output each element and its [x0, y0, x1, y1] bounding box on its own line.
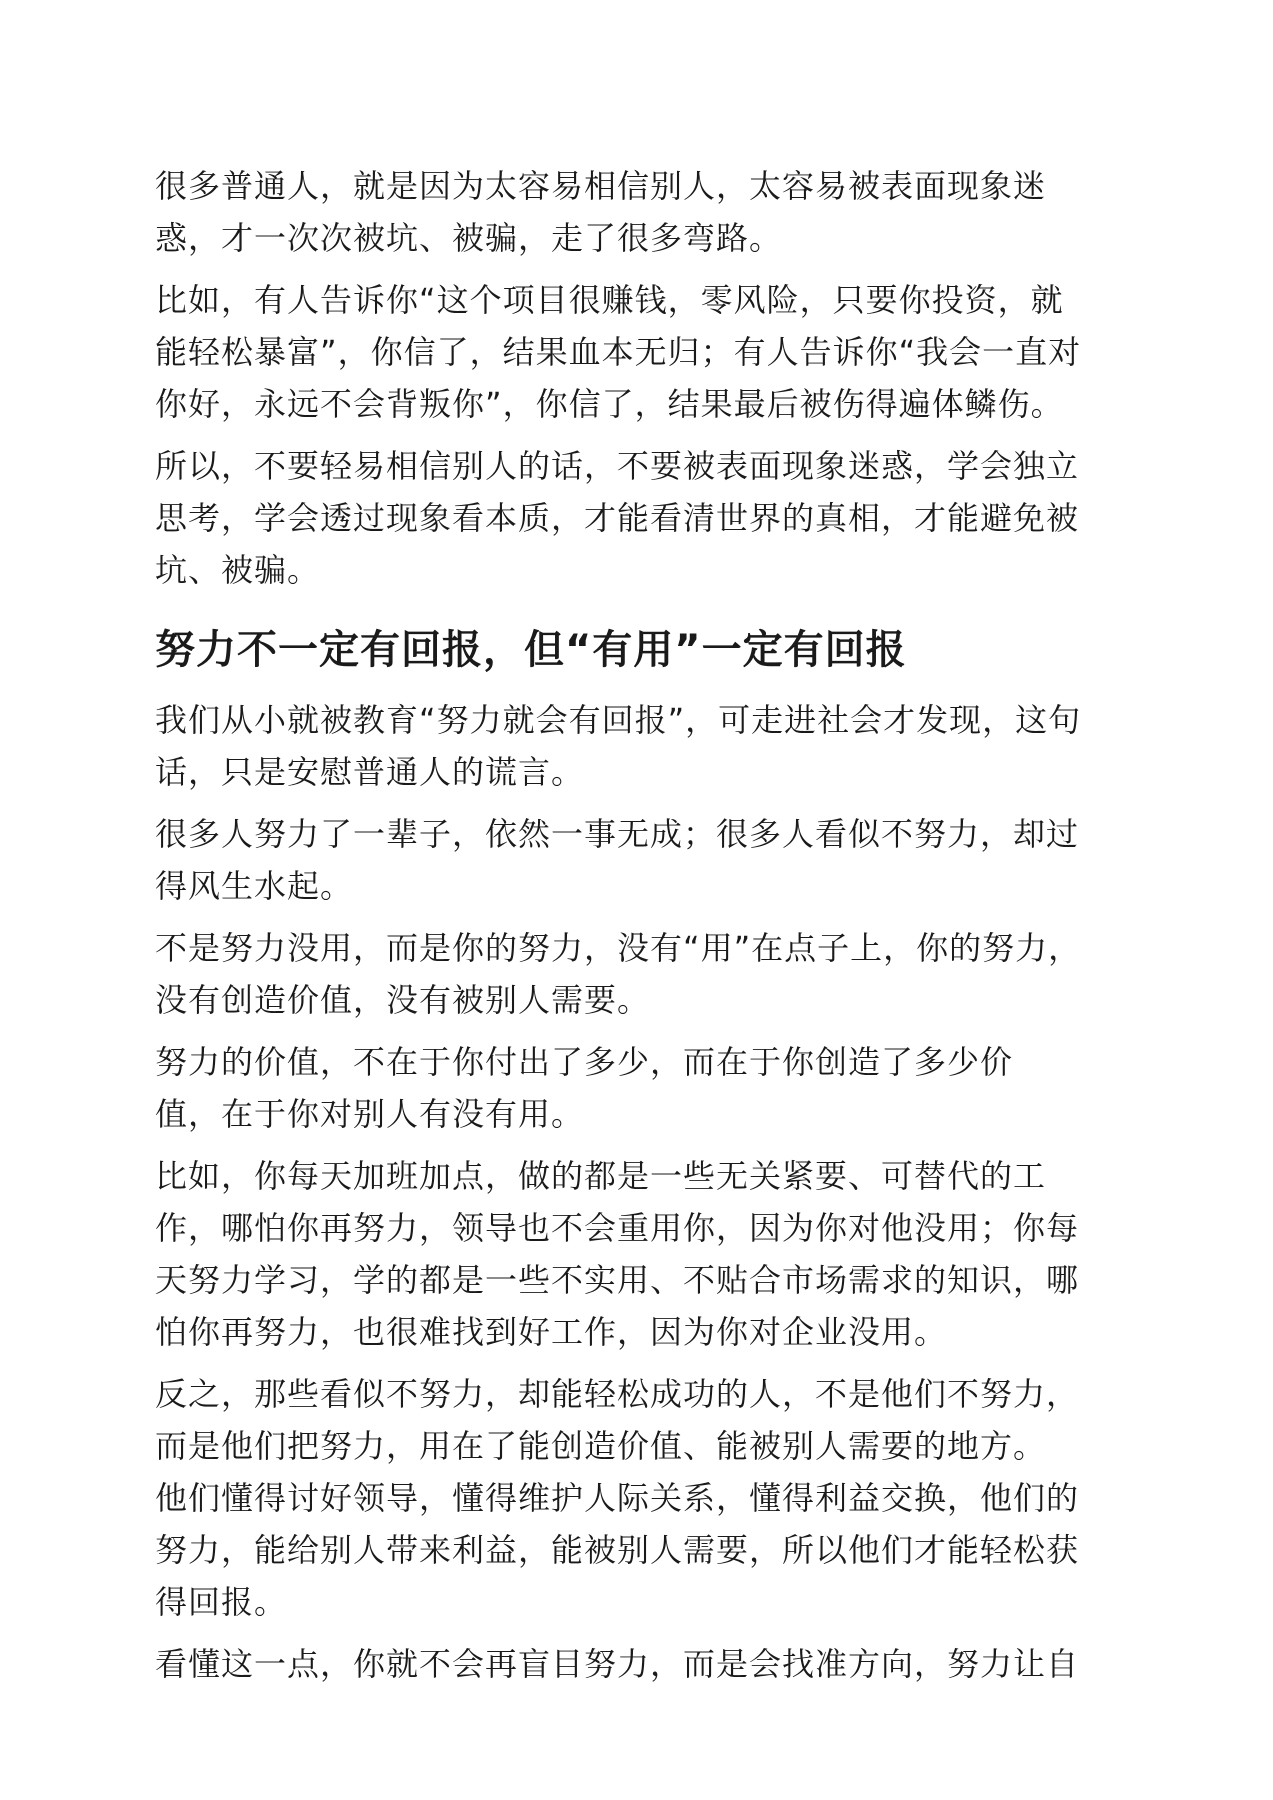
paragraph-line: 反之，那些看似不努力，却能轻松成功的人，不是他们不努力，	[155, 1375, 1080, 1413]
paragraph-line: 看懂这一点，你就不会再盲目努力，而是会找准方向，努力让自	[155, 1645, 1080, 1683]
paragraph-line: 能轻松暴富”，你信了，结果血本无归；有人告诉你“我会一直对	[155, 333, 1082, 371]
paragraph-line: 所以，不要轻易相信别人的话，不要被表面现象迷惑，学会独立	[155, 447, 1080, 485]
paragraph	[155, 808, 1123, 912]
paragraph-line: 很多普通人，就是因为太容易相信别人，太容易被表面现象迷	[155, 167, 1047, 205]
paragraph-line: 得回报。	[155, 1583, 288, 1621]
paragraph-line: 得风生水起。	[155, 867, 354, 905]
section-after	[155, 694, 1123, 1690]
paragraph-line: 怕你再努力，也很难找到好工作，因为你对企业没用。	[155, 1313, 948, 1351]
section-before	[155, 160, 1123, 596]
paragraph-line: 没有创造价值，没有被别人需要。	[155, 981, 651, 1019]
paragraph	[155, 1150, 1123, 1358]
paragraph	[155, 694, 1123, 798]
paragraph-line: 作，哪怕你再努力，领导也不会重用你，因为你对他没用；你每	[155, 1209, 1080, 1247]
paragraph-line: 天努力学习，学的都是一些不实用、不贴合市场需求的知识，哪	[155, 1261, 1080, 1299]
paragraph-line: 坑、被骗。	[155, 551, 321, 589]
document-page	[155, 160, 1123, 1700]
paragraph-line: 值，在于你对别人有没有用。	[155, 1095, 585, 1133]
section-heading: 努力不一定有回报，但“有用”一定有回报	[155, 627, 907, 673]
paragraph	[155, 274, 1123, 430]
paragraph-line: 比如，有人告诉你“这个项目很赚钱，零风险，只要你投资，就	[155, 281, 1064, 319]
paragraph	[155, 440, 1123, 596]
paragraph	[155, 1368, 1123, 1472]
paragraph-line: 惑，才一次次被坑、被骗，走了很多弯路。	[155, 219, 783, 257]
paragraph-line: 思考，学会透过现象看本质，才能看清世界的真相，才能避免被	[155, 499, 1080, 537]
paragraph-line: 努力的价值，不在于你付出了多少，而在于你创造了多少价	[155, 1043, 1014, 1081]
paragraph-line: 我们从小就被教育“努力就会有回报”，可走进社会才发现，这句	[155, 701, 1082, 739]
paragraph-line: 话，只是安慰普通人的谎言。	[155, 753, 585, 791]
paragraph	[155, 1472, 1123, 1628]
paragraph-line: 你好，永远不会背叛你”，你信了，结果最后被伤得遍体鳞伤。	[155, 385, 1064, 423]
paragraph	[155, 160, 1123, 264]
paragraph-line: 努力，能给别人带来利益，能被别人需要，所以他们才能轻松获	[155, 1531, 1080, 1569]
paragraph	[155, 1638, 1123, 1690]
paragraph-line: 不是努力没用，而是你的努力，没有“用”在点子上，你的努力，	[155, 929, 1082, 967]
paragraph-line: 而是他们把努力，用在了能创造价值、能被别人需要的地方。	[155, 1427, 1047, 1465]
paragraph-line: 比如，你每天加班加点，做的都是一些无关紧要、可替代的工	[155, 1157, 1047, 1195]
paragraph	[155, 1036, 1123, 1140]
paragraph	[155, 922, 1123, 1026]
paragraph-line: 很多人努力了一辈子，依然一事无成；很多人看似不努力，却过	[155, 815, 1080, 853]
paragraph-line: 他们懂得讨好领导，懂得维护人际关系，懂得利益交换，他们的	[155, 1479, 1080, 1517]
